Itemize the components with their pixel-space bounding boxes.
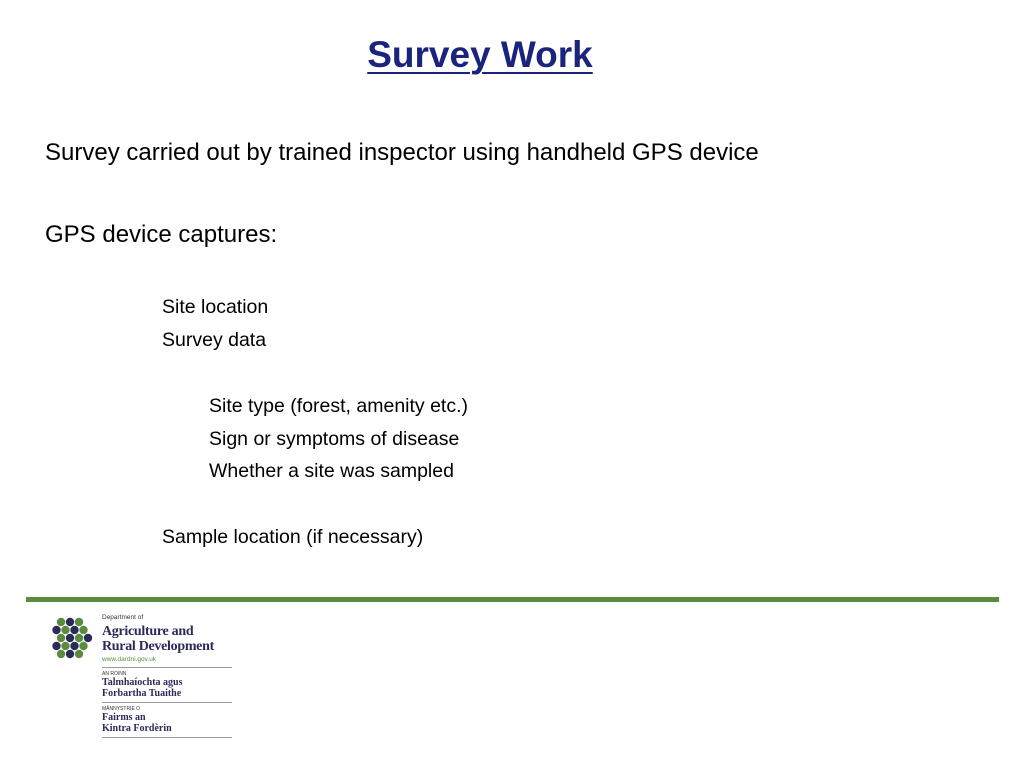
- body-line-survey-method: Survey carried out by trained inspector using handheld GPS device: [45, 139, 759, 166]
- dept-name-line2: Rural Development: [102, 639, 214, 654]
- ulster-scots-name-line1: Fairms an: [102, 712, 146, 723]
- logo-divider: [102, 702, 232, 703]
- hexagon-cluster-icon: [52, 616, 98, 662]
- dept-url: www.dardni.gov.uk: [102, 656, 157, 663]
- list-item-site-sampled: Whether a site was sampled: [209, 460, 454, 482]
- dept-name-line1: Agriculture and: [102, 624, 194, 639]
- logo-divider: [102, 737, 232, 738]
- list-item-site-location: Site location: [162, 296, 269, 318]
- body-line-gps-captures: GPS device captures:: [45, 221, 278, 248]
- irish-prefix: AN ROINN: [102, 671, 127, 677]
- ulster-scots-name-line2: Kintra Fordèrin: [102, 723, 172, 734]
- irish-name-line2: Forbartha Tuaithe: [102, 688, 182, 699]
- list-item-site-type: Site type (forest, amenity etc.): [209, 395, 469, 417]
- dard-logo: [52, 614, 237, 754]
- dept-wordmark: [102, 614, 237, 741]
- logo-divider: [102, 667, 232, 668]
- list-item-sample-location: Sample location (if necessary): [162, 526, 424, 548]
- footer-divider: [26, 597, 999, 602]
- slide-title: Survey Work: [367, 34, 593, 75]
- dept-of-label: Department of: [102, 614, 144, 621]
- list-item-survey-data: Survey data: [162, 329, 267, 351]
- ulster-scots-prefix: MÄNNYSTRIE O: [102, 706, 141, 712]
- list-item-disease-signs: Sign or symptoms of disease: [209, 428, 460, 450]
- irish-name-line1: Talmhaíochta agus: [102, 677, 183, 688]
